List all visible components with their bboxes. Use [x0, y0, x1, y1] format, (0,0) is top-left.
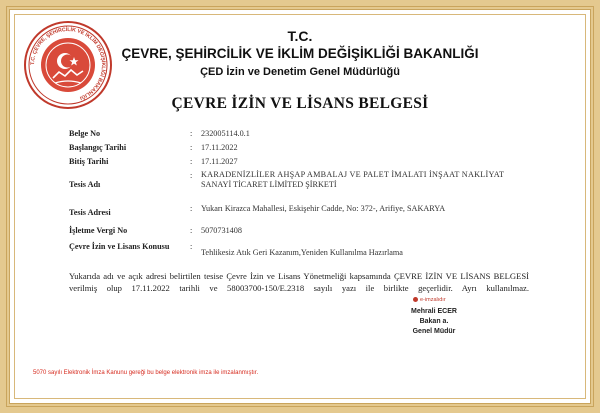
- e-signature-text: e-imzalıdır: [420, 297, 446, 303]
- colon: :: [190, 143, 193, 152]
- header-ministry: ÇEVRE, ŞEHİRCİLİK VE İKLİM DEĞİŞİKLİĞİ BAKANLIĞI: [121, 46, 479, 61]
- value-tesis-adi-line2: SANAYİ TİCARET LİMİTED ŞİRKETİ: [201, 180, 337, 189]
- label-isletme-vergi-no: İşletme Vergi No: [69, 226, 128, 235]
- header-tc: T.C.: [287, 28, 313, 44]
- value-baslangic-tarihi: 17.11.2022: [201, 143, 238, 152]
- value-isletme-vergi-no: 5070731408: [201, 226, 242, 235]
- e-signature-stamp: [413, 297, 446, 303]
- label-baslangic-tarihi: Başlangıç Tarihi: [69, 143, 127, 152]
- colon: :: [190, 242, 193, 251]
- header-directorate: ÇED İzin ve Denetim Genel Müdürlüğü: [200, 66, 400, 78]
- seal-ring-text: T.C. ÇEVRE, ŞEHİRCİLİK VE İKLİM DEĞİŞİKLİĞİ BAKANLIĞI: [29, 26, 107, 101]
- e-signature-icon: [413, 297, 418, 302]
- value-tesis-adi-line1: KARADENİZLİLER AHŞAP AMBALAJ VE PALET İMALATI İNŞAAT NAKLİYAT: [201, 170, 505, 179]
- certificate-title: ÇEVRE İZİN VE LİSANS BELGESİ: [171, 95, 429, 112]
- label-bitis-tarihi: Bitiş Tarihi: [69, 157, 109, 166]
- value-belge-no: 232005114.0.1: [201, 129, 250, 138]
- value-izin-konusu: Tehlikesiz Atık Geri Kazanım,Yeniden Kullanılma Hazırlama: [201, 248, 403, 257]
- colon: :: [190, 226, 193, 235]
- signer-role-2: Genel Müdür: [412, 328, 456, 335]
- label-tesis-adresi: Tesis Adresi: [69, 208, 111, 217]
- colon: :: [190, 171, 193, 180]
- signer-name: Mehrali ECER: [411, 308, 457, 315]
- colon: :: [190, 204, 193, 213]
- label-tesis-adi: Tesis Adı: [69, 180, 101, 189]
- colon: :: [190, 129, 193, 138]
- signer-role-1: Bakan a.: [419, 318, 449, 325]
- value-bitis-tarihi: 17.11.2027: [201, 157, 238, 166]
- validity-paragraph-line1: Yukarıda adı ve açık adresi belirtilen tesise Çevre İzin ve Lisans Yönetmeliği kapsamında ÇEVRE İZİN VE LİSANS BELGESİ: [69, 271, 529, 281]
- value-tesis-adresi: Yukarı Kirazca Mahallesi, Eskişehir Cadde, No: 372-, Arifiye, SAKARYA: [201, 204, 446, 213]
- validity-paragraph-line2: verilmiş olup 17.11.2022 tarihli ve 58003700-150/E.2318 sayılı yazı ile birlikte geçerlidir. Ayrı kullanılmaz.: [69, 283, 529, 293]
- label-izin-konusu: Çevre İzin ve Lisans Konusu: [69, 242, 170, 251]
- colon: :: [190, 157, 193, 166]
- footer-e-signature-notice: 5070 sayılı Elektronik İmza Kanunu gereği bu belge elektronik imza ile imzalanmıştır.: [33, 370, 259, 376]
- label-belge-no: Belge No: [69, 129, 101, 138]
